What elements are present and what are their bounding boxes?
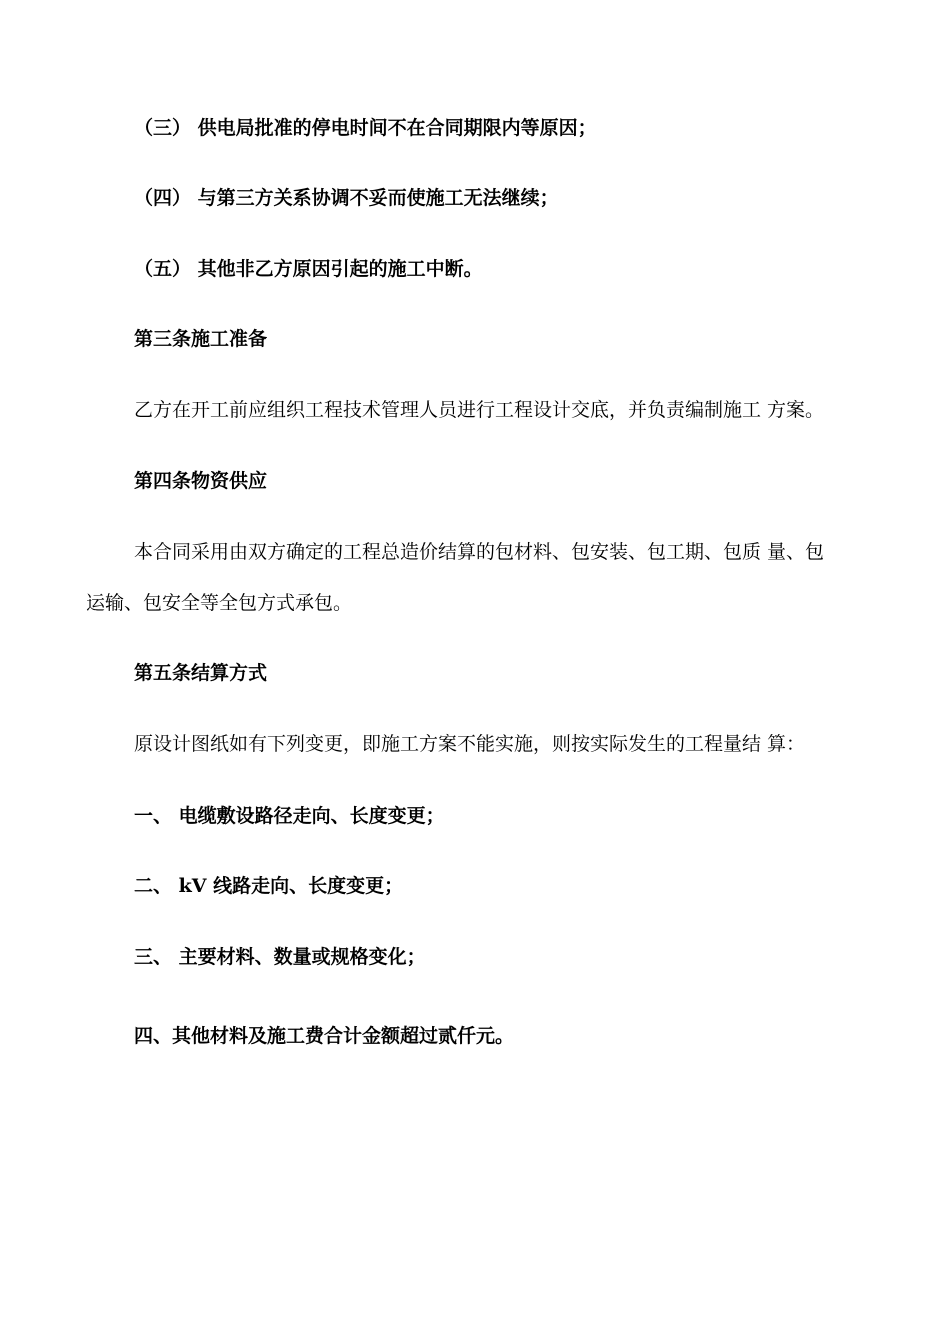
article-5-body: 原设计图纸如有下列变更，即施工方案不能实施，则按实际发生的工程量结 算： [134, 733, 806, 755]
clause-item-3: （三） 供电局批准的停电时间不在合同期限内等原因； [134, 117, 597, 139]
article-4-body-line-2: 运输、包安全等全包方式承包。 [86, 592, 353, 614]
change-item-1: 一、 电缆敷设路径走向、长度变更； [134, 805, 445, 827]
article-5-heading: 第五条结算方式 [134, 662, 268, 684]
clause-item-4: （四） 与第三方关系协调不妥而使施工无法继续； [134, 187, 559, 209]
change-item-2: 二、 kV 线路走向、长度变更； [134, 875, 404, 897]
change-item-3: 三、 主要材料、数量或规格变化； [134, 946, 426, 968]
article-4-heading: 第四条物资供应 [134, 470, 268, 492]
clause-item-5: （五） 其他非乙方原因引起的施工中断。 [134, 258, 483, 280]
article-3-body: 乙方在开工前应组织工程技术管理人员进行工程设计交底，并负责编制施工 方案。 [134, 399, 825, 421]
change-item-4: 四、其他材料及施工费合计金额超过贰仟元。 [134, 1025, 515, 1047]
article-4-body-line-1: 本合同采用由双方确定的工程总造价结算的包材料、包安装、包工期、包质 量、包 [134, 541, 825, 563]
article-3-heading: 第三条施工准备 [134, 328, 268, 350]
